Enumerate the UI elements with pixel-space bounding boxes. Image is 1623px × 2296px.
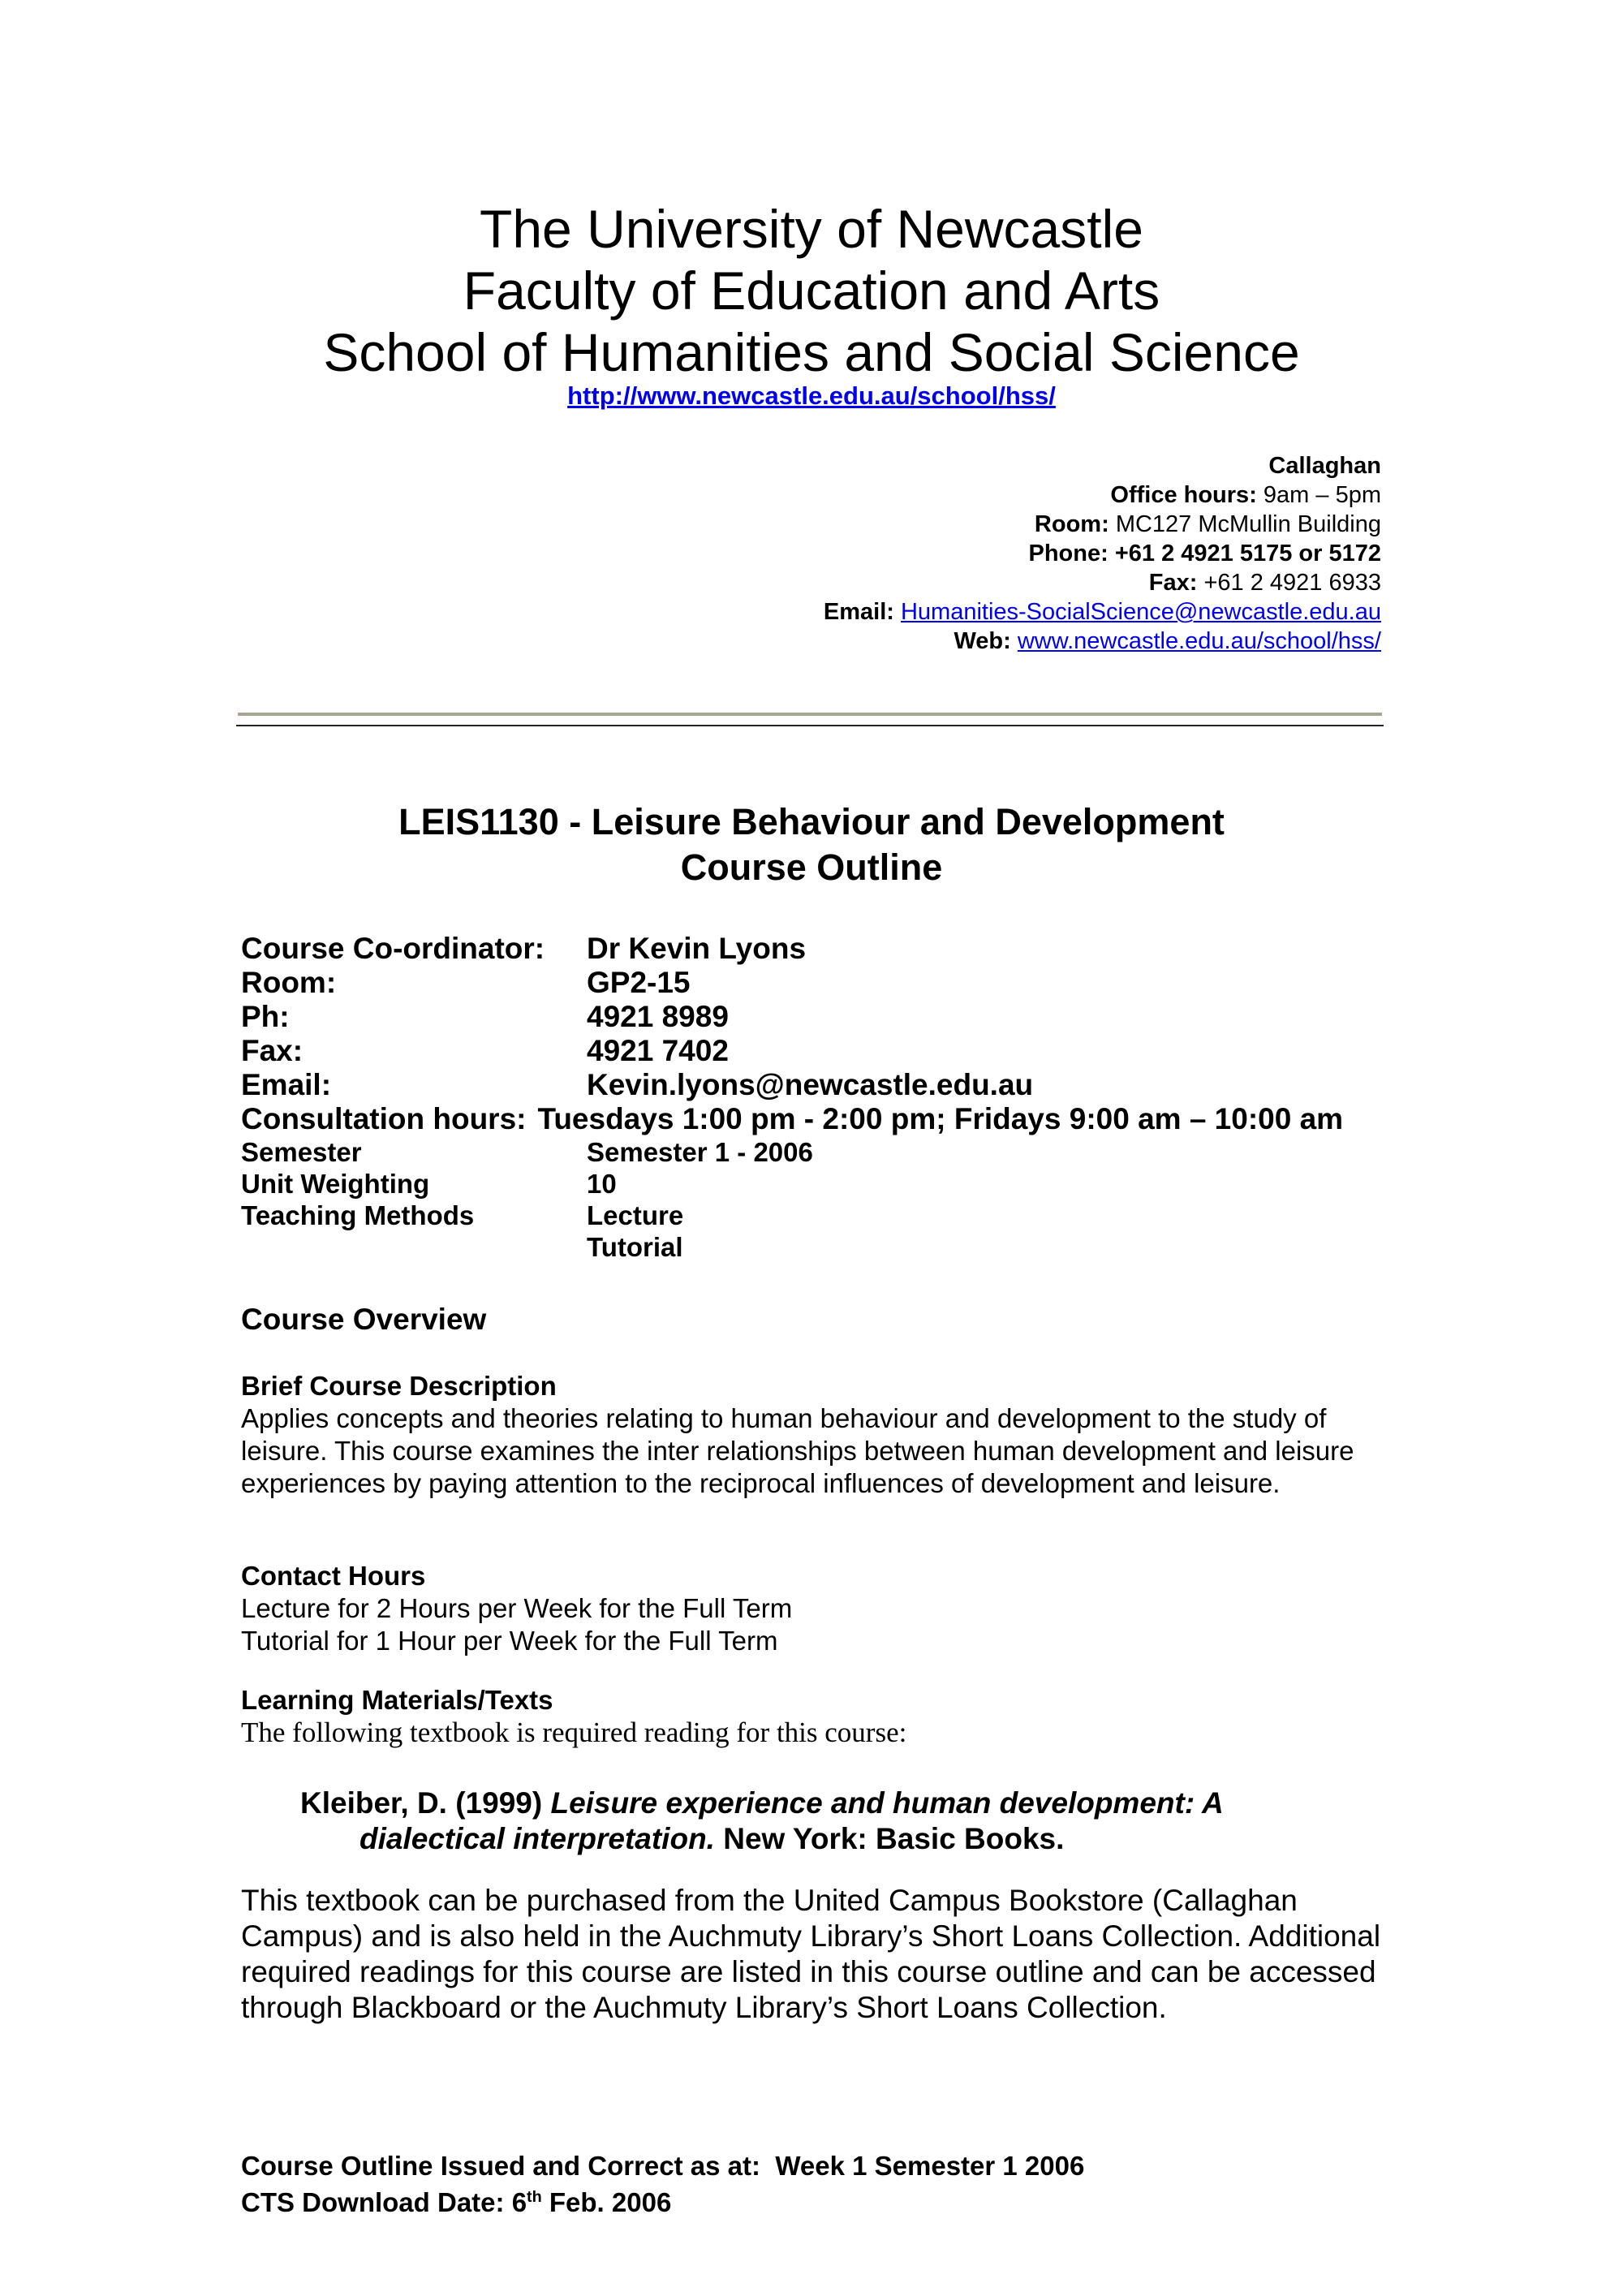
fax-value: +61 2 4921 6933 — [1203, 570, 1381, 596]
detail-row-semester — [241, 1136, 1343, 1168]
detail-row-room — [241, 966, 1343, 1000]
course-overview-heading: Course Overview — [241, 1303, 487, 1336]
issued-label: Course Outline Issued and Correct as at: — [241, 2151, 760, 2181]
course-title — [0, 799, 1623, 890]
phone-value: +61 2 4921 5175 or 5172 — [1114, 541, 1381, 566]
document-header — [0, 198, 1623, 383]
download-day-suffix: th — [527, 2188, 542, 2206]
office-phone — [824, 539, 1381, 568]
detail-label: Room: — [241, 966, 337, 999]
detail-label: Ph: — [241, 1000, 290, 1033]
school-url-link[interactable]: http://www.newcastle.edu.au/school/hss/ — [567, 381, 1056, 410]
learning-materials-heading: Learning Materials/Texts — [241, 1685, 553, 1715]
office-hours-value: 9am – 5pm — [1263, 482, 1381, 508]
detail-row-coordinator — [241, 932, 1343, 966]
detail-value: Semester 1 - 2006 — [587, 1137, 813, 1167]
office-room — [824, 510, 1381, 539]
school-web-link[interactable]: www.newcastle.edu.au/school/hss/ — [1017, 628, 1381, 654]
campus-name: Callaghan — [1268, 453, 1381, 479]
detail-value: 4921 8989 — [587, 1000, 729, 1033]
school-url-container — [0, 381, 1623, 411]
footer-download-date — [241, 2182, 671, 2218]
detail-row-consultation — [241, 1102, 1343, 1136]
detail-label: Course Co-ordinator: — [241, 932, 545, 965]
brief-description-heading: Brief Course Description — [241, 1371, 557, 1401]
course-details — [241, 932, 1343, 1263]
course-outline-label: Course Outline — [680, 846, 943, 888]
detail-label: Semester — [241, 1137, 362, 1167]
download-label: CTS Download Date: — [241, 2187, 512, 2217]
citation-title: Leisure experience and human development: A — [550, 1786, 1224, 1820]
detail-value: Tutorial — [587, 1232, 683, 1262]
detail-label: Fax: — [241, 1034, 304, 1067]
web-label: Web: — [954, 628, 1011, 654]
divider-thick — [238, 713, 1382, 716]
detail-row-phone — [241, 1000, 1343, 1034]
room-value: MC127 McMullin Building — [1115, 511, 1381, 537]
fax-label: Fax: — [1148, 570, 1198, 596]
download-rest: Feb. 2006 — [541, 2187, 672, 2217]
download-day: 6 — [511, 2187, 527, 2217]
detail-label: Email: — [241, 1068, 332, 1101]
detail-row-teaching-methods-cont — [241, 1231, 1343, 1263]
detail-label: Teaching Methods — [241, 1200, 475, 1230]
detail-label: Unit Weighting — [241, 1169, 430, 1199]
learning-materials-intro: The following textbook is required reading for this course: — [241, 1717, 907, 1748]
detail-value: 4921 7402 — [587, 1034, 729, 1067]
footer-issued — [241, 2151, 1084, 2182]
coordinator-email: Kevin.lyons@newcastle.edu.au — [587, 1068, 1034, 1101]
detail-label — [241, 1231, 587, 1263]
brief-description-text: Applies concepts and theories relating to human behaviour and development to the study of leisure. This course examines the inter relationships between human development and leisure experiences by paying attention to the reciprocal influences of development and leisure. — [241, 1403, 1354, 1498]
course-code-title: LEIS1130 - Leisure Behaviour and Development — [398, 801, 1225, 842]
phone-label: Phone: — [1028, 541, 1109, 566]
citation-publisher: New York: Basic Books. — [714, 1822, 1065, 1855]
faculty-name: Faculty of Education and Arts — [463, 261, 1160, 321]
divider-thin — [236, 725, 1384, 726]
detail-value: 10 — [587, 1169, 617, 1199]
detail-label: Consultation hours: — [241, 1102, 527, 1135]
email-label: Email: — [823, 599, 894, 625]
office-hours-label: Office hours: — [1110, 482, 1257, 508]
contact-hours-heading: Contact Hours — [241, 1561, 426, 1591]
university-name: The University of Newcastle — [480, 199, 1143, 259]
detail-row-unit-weighting — [241, 1168, 1343, 1200]
citation-author-year: Kleiber, D. (1999) — [300, 1786, 551, 1820]
detail-row-fax — [241, 1034, 1343, 1068]
room-label: Room: — [1034, 511, 1109, 537]
detail-row-teaching-methods — [241, 1200, 1343, 1231]
office-fax — [824, 568, 1381, 597]
school-email-link[interactable]: Humanities-SocialScience@newcastle.edu.au — [900, 599, 1381, 625]
textbook-availability-note: This textbook can be purchased from the United Campus Bookstore (Callaghan Campus) and is also held in the Auchmuty Library’s Short Loans Collection. Additional required readings for this course are listed in this course outline and can be accessed through Blackboard or the Auchmuty Library’s Short Loans Collection. — [241, 1884, 1381, 2024]
textbook-citation — [300, 1786, 1355, 1857]
school-contact-block — [824, 451, 1381, 656]
contact-hours-tutorial: Tutorial for 1 Hour per Week for the Full Term — [241, 1626, 778, 1656]
detail-row-email — [241, 1068, 1343, 1102]
office-hours — [824, 480, 1381, 510]
detail-value: Dr Kevin Lyons — [587, 932, 807, 965]
office-email — [824, 597, 1381, 627]
school-name: School of Humanities and Social Science — [323, 322, 1300, 382]
detail-value: Tuesdays 1:00 pm - 2:00 pm; Fridays 9:00 am – 10:00 am — [537, 1102, 1344, 1135]
detail-value: GP2-15 — [587, 966, 691, 999]
office-web — [824, 627, 1381, 656]
issued-value: Week 1 Semester 1 2006 — [775, 2151, 1085, 2181]
detail-value: Lecture — [587, 1200, 684, 1230]
citation-title-cont: dialectical interpretation. — [359, 1822, 715, 1855]
contact-hours-lecture: Lecture for 2 Hours per Week for the Full Term — [241, 1593, 793, 1623]
